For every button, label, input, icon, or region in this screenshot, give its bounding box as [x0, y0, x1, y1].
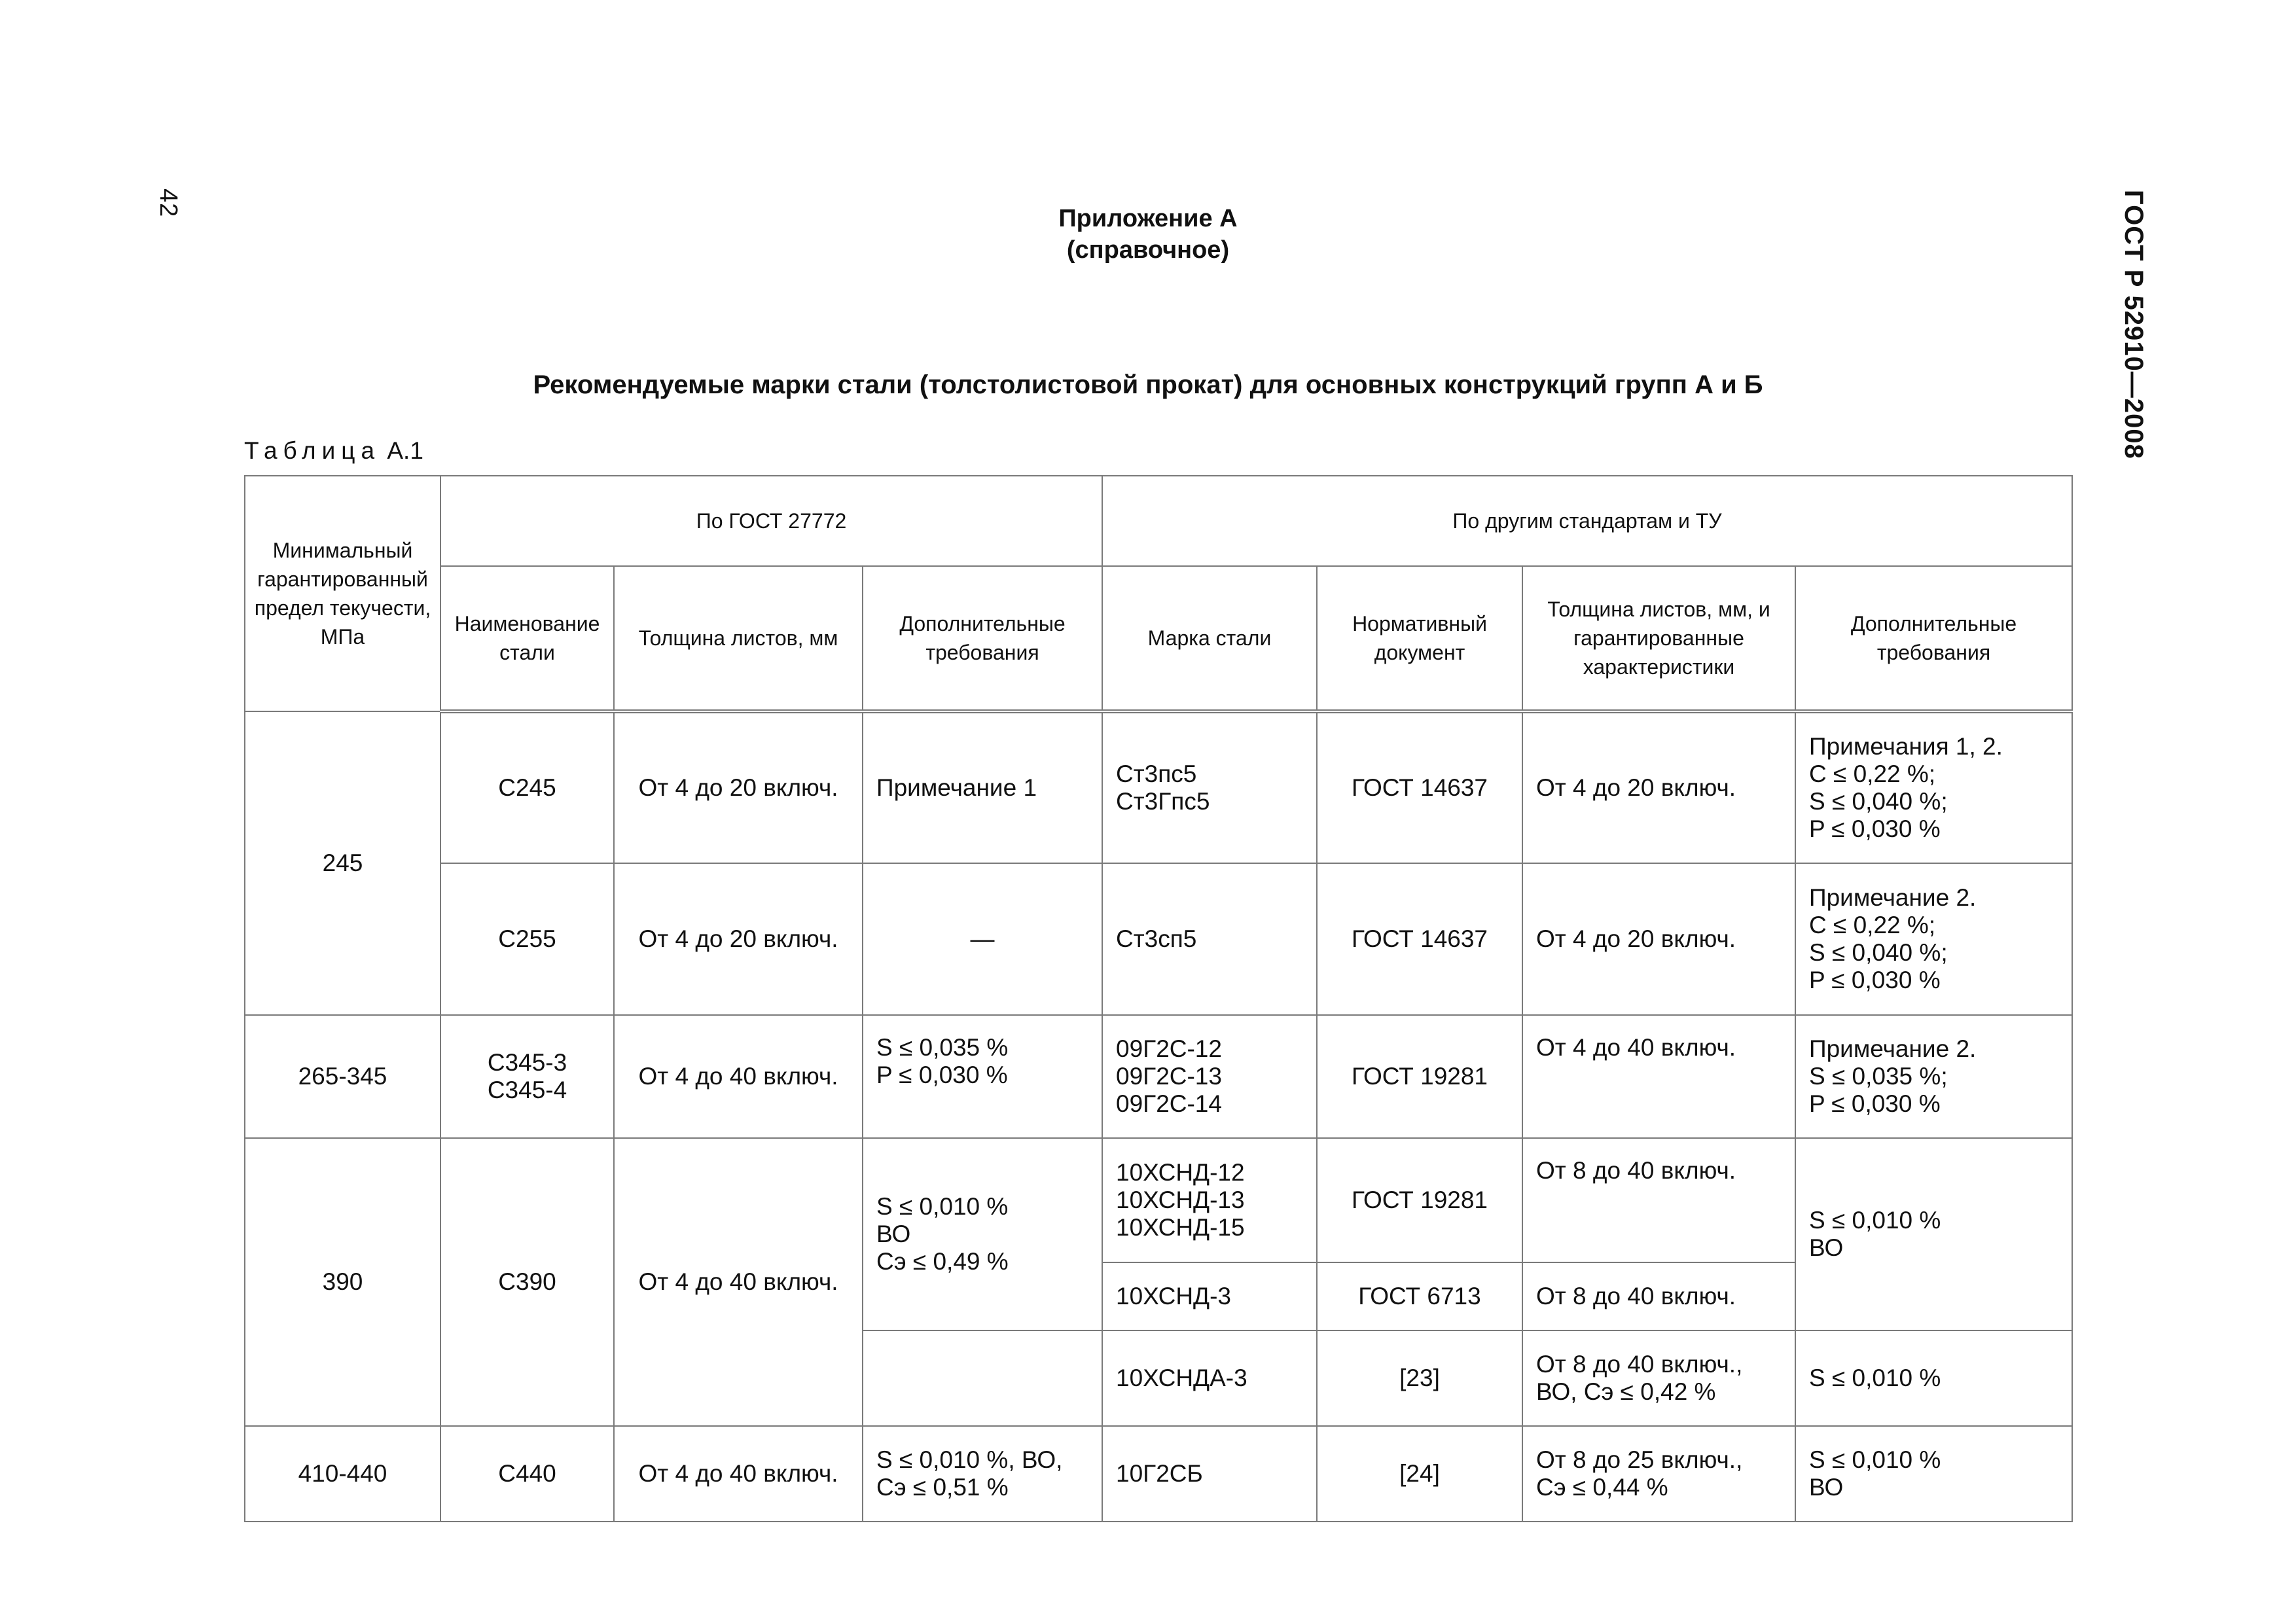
cell-steel-grade: 10ХСНД-12 10ХСНД-13 10ХСНД-15: [1102, 1138, 1317, 1262]
table-caption: [244, 437, 423, 465]
header-steel-name: Наименование стали: [440, 566, 614, 711]
header-extra-req: Дополнительные требования: [863, 566, 1102, 711]
steel-grades-table: [244, 475, 2073, 1522]
cell-steel-name: С345-3 С345-4: [440, 1015, 614, 1138]
header-yield: Минимальный гарантированный предел текучести, МПа: [245, 476, 440, 711]
cell-thickness-char: От 4 до 40 включ.: [1522, 1015, 1795, 1138]
cell-steel-grade: Ст3пс5 Ст3Гпс5: [1102, 711, 1317, 863]
table-row: [245, 1426, 2072, 1522]
header-other-group: По другим стандартам и ТУ: [1102, 476, 2072, 566]
table-row: [245, 1015, 2072, 1138]
document-code: ГОСТ Р 52910—2008: [2119, 190, 2148, 459]
cell-steel-grade: 09Г2С-12 09Г2С-13 09Г2С-14: [1102, 1015, 1317, 1138]
cell-yield: 410-440: [245, 1426, 440, 1522]
cell-extra-req-2: S ≤ 0,010 %: [1795, 1330, 2072, 1426]
header-thickness: Толщина листов, мм: [614, 566, 863, 711]
cell-thickness-char: От 8 до 40 включ., ВО, Cэ ≤ 0,42 %: [1522, 1330, 1795, 1426]
cell-norm-doc: ГОСТ 19281: [1317, 1015, 1522, 1138]
cell-extra-req: —: [863, 863, 1102, 1015]
cell-norm-doc: [24]: [1317, 1426, 1522, 1522]
cell-thickness: От 4 до 40 включ.: [614, 1015, 863, 1138]
page-number: 42: [154, 188, 182, 218]
cell-steel-name: С255: [440, 863, 614, 1015]
cell-thickness-char: От 8 до 40 включ.: [1522, 1138, 1795, 1262]
cell-extra-req: [863, 1330, 1102, 1426]
cell-thickness: От 4 до 40 включ.: [614, 1426, 863, 1522]
cell-norm-doc: [23]: [1317, 1330, 1522, 1426]
cell-extra-req: Примечание 1: [863, 711, 1102, 863]
cell-norm-doc: ГОСТ 19281: [1317, 1138, 1522, 1262]
cell-steel-grade: 10ХСНДА-3: [1102, 1330, 1317, 1426]
cell-thickness: От 4 до 20 включ.: [614, 863, 863, 1015]
table-row: [245, 711, 2072, 863]
header-steel-grade: Марка стали: [1102, 566, 1317, 711]
caption-word: Таблица: [244, 437, 381, 464]
cell-thickness: От 4 до 40 включ.: [614, 1138, 863, 1426]
appendix-label: Приложение А: [1058, 205, 1238, 232]
header-row-2: [245, 566, 2072, 711]
cell-norm-doc: ГОСТ 14637: [1317, 711, 1522, 863]
cell-extra-req-2: Примечание 2. C ≤ 0,22 %; S ≤ 0,040 %; P ≤ 0,030 %: [1795, 863, 2072, 1015]
cell-extra-req-2: S ≤ 0,010 % ВО: [1795, 1426, 2072, 1522]
header-norm-doc: Нормативный документ: [1317, 566, 1522, 711]
cell-steel-grade: 10ХСНД-3: [1102, 1262, 1317, 1330]
cell-thickness-char: От 8 до 25 включ., Cэ ≤ 0,44 %: [1522, 1426, 1795, 1522]
table-title: Рекомендуемые марки стали (толстолистовой прокат) для основных конструкций групп А и Б: [533, 370, 1763, 399]
header-gost-group: По ГОСТ 27772: [440, 476, 1102, 566]
cell-yield: 390: [245, 1138, 440, 1426]
cell-steel-name: С245: [440, 711, 614, 863]
cell-extra-req: S ≤ 0,010 %, ВО, Cэ ≤ 0,51 %: [863, 1426, 1102, 1522]
cell-extra-req: S ≤ 0,035 % P ≤ 0,030 %: [863, 1015, 1102, 1138]
appendix-note: (справочное): [1066, 236, 1230, 264]
cell-steel-name: С440: [440, 1426, 614, 1522]
cell-extra-req-2: S ≤ 0,010 % ВО: [1795, 1138, 2072, 1330]
cell-extra-req: S ≤ 0,010 % ВО Cэ ≤ 0,49 %: [863, 1138, 1102, 1330]
header-row-1: [245, 476, 2072, 566]
cell-thickness-char: От 4 до 20 включ.: [1522, 711, 1795, 863]
header-thickness-char: Толщина листов, мм, и гарантированные характеристики: [1522, 566, 1795, 711]
cell-yield: 265-345: [245, 1015, 440, 1138]
cell-thickness: От 4 до 20 включ.: [614, 711, 863, 863]
table-row: [245, 1138, 2072, 1262]
cell-steel-grade: 10Г2СБ: [1102, 1426, 1317, 1522]
cell-steel-name: С390: [440, 1138, 614, 1426]
cell-steel-grade: Ст3сп5: [1102, 863, 1317, 1015]
cell-thickness-char: От 4 до 20 включ.: [1522, 863, 1795, 1015]
cell-extra-req-2: Примечания 1, 2. C ≤ 0,22 %; S ≤ 0,040 %; P ≤ 0,030 %: [1795, 711, 2072, 863]
cell-norm-doc: ГОСТ 6713: [1317, 1262, 1522, 1330]
cell-thickness-char: От 8 до 40 включ.: [1522, 1262, 1795, 1330]
caption-id: А.1: [387, 437, 423, 464]
appendix-heading: [0, 203, 2296, 266]
cell-extra-req-2: Примечание 2. S ≤ 0,035 %; P ≤ 0,030 %: [1795, 1015, 2072, 1138]
cell-yield: 245: [245, 711, 440, 1015]
header-extra-req-2: Дополнительные требования: [1795, 566, 2072, 711]
cell-norm-doc: ГОСТ 14637: [1317, 863, 1522, 1015]
table-row: [245, 863, 2072, 1015]
